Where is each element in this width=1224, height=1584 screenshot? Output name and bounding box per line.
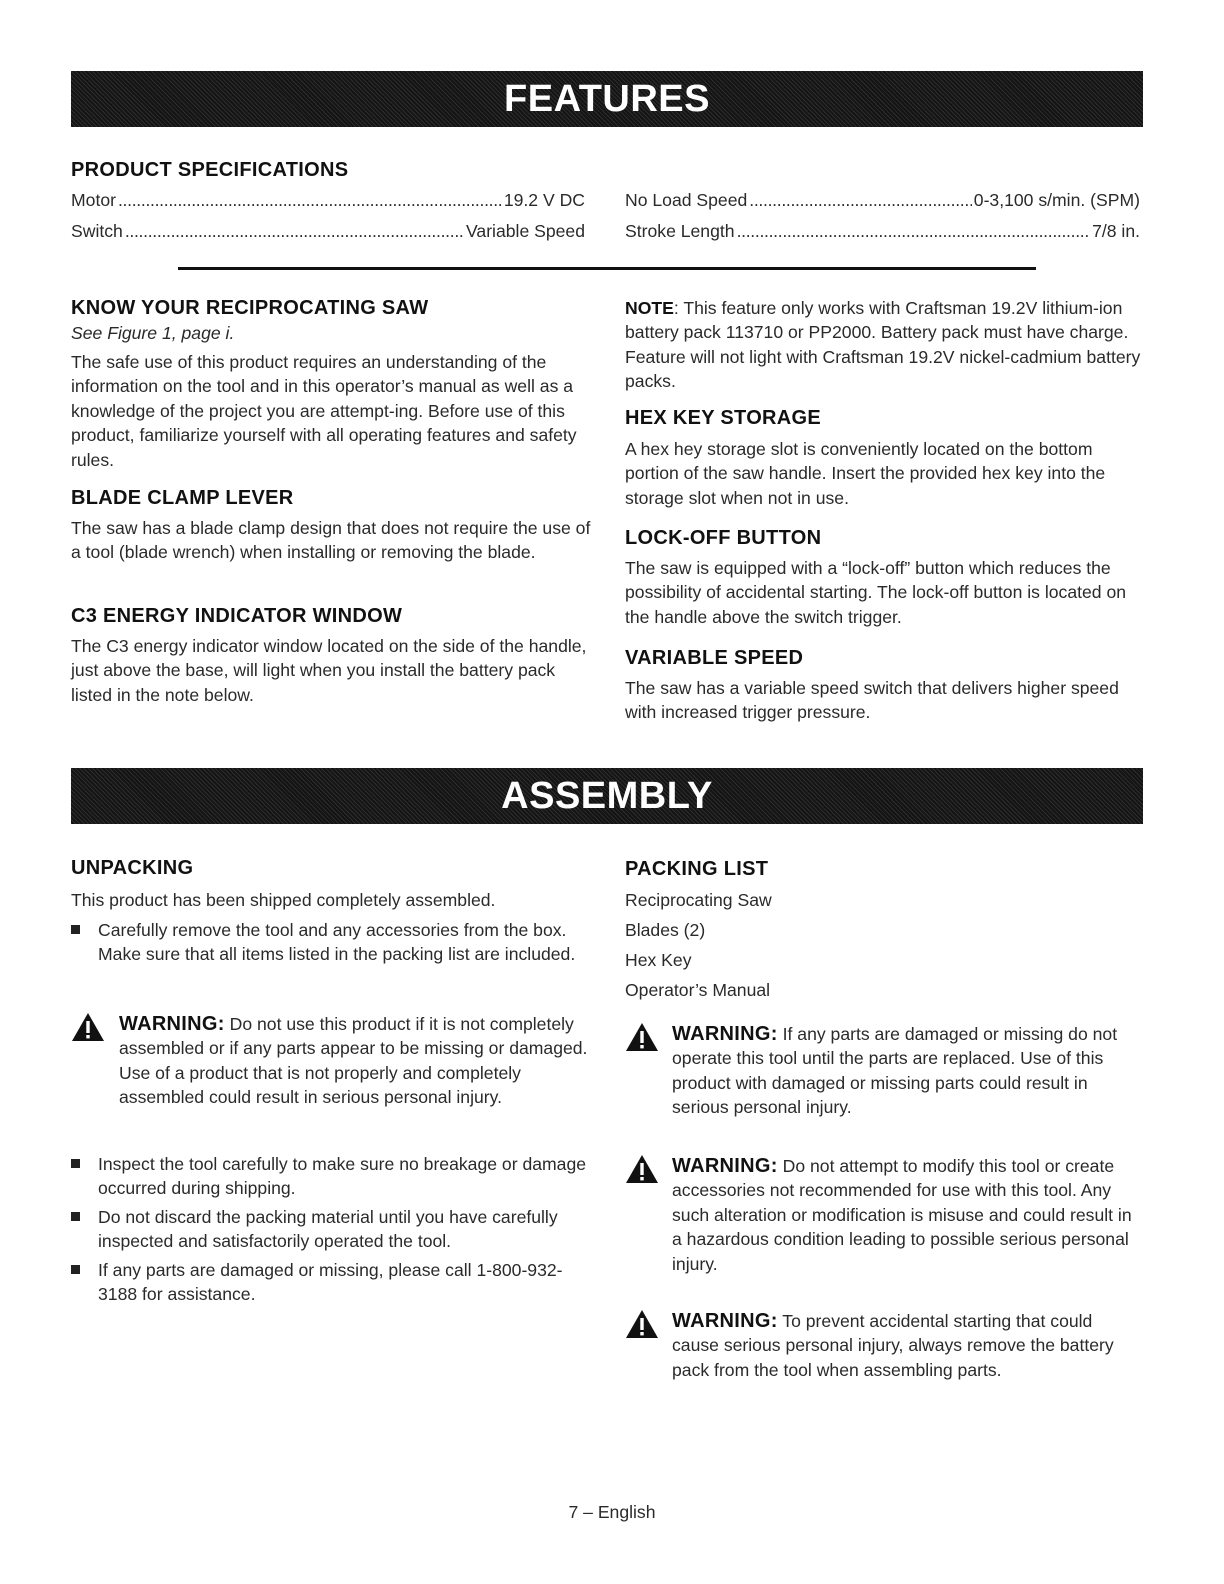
page-footer: 7 – English <box>568 1502 656 1522</box>
note-paragraph <box>625 296 1143 394</box>
packing-item: Blades (2) <box>625 920 706 940</box>
know-heading: KNOW YOUR RECIPROCATING SAW <box>71 297 429 319</box>
list-item <box>71 1152 591 1201</box>
bullet-square-icon <box>71 1159 80 1168</box>
warning-label: WARNING: <box>672 1023 778 1045</box>
bullet-text: Do not discard the packing material until you have carefully inspected and satisfactorily operated the tool. <box>98 1207 558 1252</box>
assembly-banner <box>71 768 1143 824</box>
bullet-text: Carefully remove the tool and any accessories from the box. Make sure that all items listed in the packing list are included. <box>98 920 576 965</box>
features-title: FEATURES <box>504 77 710 120</box>
warning-label: WARNING: <box>119 1013 225 1035</box>
bullet-text: If any parts are damaged or missing, please call 1-800-932-3188 for assistance. <box>98 1260 563 1305</box>
features-banner <box>71 71 1143 127</box>
warning-label: WARNING: <box>672 1155 778 1177</box>
blade-clamp-text: The saw has a blade clamp design that does not require the use of a tool (blade wrench) when installing or removing the blade. <box>71 518 591 563</box>
know-text: The safe use of this product requires an understanding of the information on the tool and in this operator’s manual as well as a knowledge of the project you are attempt-ing. Before use of this product, familiarize yourself with all operating features and safety rules. <box>71 352 577 470</box>
spec-value: 7/8 in. <box>1092 221 1140 241</box>
packing-item: Hex Key <box>625 950 692 970</box>
warning-triangle-icon <box>71 1012 105 1042</box>
warning-body: If any parts are damaged or missing do not operate this tool until the parts are replaced. Use of this product with damaged or missing parts could result in serious personal injury. <box>672 1024 1118 1118</box>
spec-row-no-load-speed <box>625 188 1140 212</box>
blade-clamp-heading: BLADE CLAMP LEVER <box>71 487 294 509</box>
warning-body: Do not use this product if it is not completely assembled or if any parts appear to be missing or damaged. Use of a product that is not properly and completely assembled could result in serious personal injury. <box>119 1014 588 1108</box>
warning-text <box>625 1154 1143 1276</box>
spec-label: Motor <box>71 190 116 210</box>
packing-item: Reciprocating Saw <box>625 890 772 910</box>
bullet-square-icon <box>71 1265 80 1274</box>
warning-body: To prevent accidental starting that could cause serious personal injury, always remove the battery pack from the tool when assembling parts. <box>672 1311 1114 1380</box>
spec-value: 19.2 V DC <box>503 190 585 210</box>
bullet-text: Inspect the tool carefully to make sure no breakage or damage occurred during shipping. <box>98 1154 587 1199</box>
specs-heading: PRODUCT SPECIFICATIONS <box>71 159 349 181</box>
bullet-square-icon <box>71 1212 80 1221</box>
spec-row-stroke-length <box>625 219 1140 243</box>
divider-rule <box>178 267 1036 270</box>
c3-heading: C3 ENERGY INDICATOR WINDOW <box>71 605 403 627</box>
note-label: NOTE <box>625 298 674 318</box>
unpacking-heading: UNPACKING <box>71 857 194 879</box>
warning-block <box>71 1012 591 1110</box>
warning-body: Do not attempt to modify this tool or create accessories not recommended for use with this tool. Any such alteration or modification is misuse and could result in a hazardous condition leading to possible serious personal injury. <box>672 1156 1132 1274</box>
warning-text <box>71 1012 591 1110</box>
know-figure-ref: See Figure 1, page i. <box>71 323 235 343</box>
list-item <box>71 918 591 967</box>
spec-row-motor <box>71 188 585 212</box>
list-item <box>71 1258 591 1307</box>
packing-heading: PACKING LIST <box>625 858 769 880</box>
warning-label: WARNING: <box>672 1310 778 1332</box>
lockoff-heading: LOCK-OFF BUTTON <box>625 527 822 549</box>
spec-value: 0-3,100 s/min. (SPM) <box>973 190 1140 210</box>
spec-label: No Load Speed <box>625 190 748 210</box>
warning-triangle-icon <box>625 1154 659 1184</box>
assembly-title: ASSEMBLY <box>501 774 713 817</box>
hex-heading: HEX KEY STORAGE <box>625 407 822 429</box>
hex-text: A hex hey storage slot is conveniently located on the bottom portion of the saw handle. Insert the provided hex key into the storage slot when not in use. <box>625 439 1106 508</box>
spec-row-switch <box>71 219 585 243</box>
spec-label: Stroke Length <box>625 221 735 241</box>
warning-block <box>625 1154 1143 1276</box>
packing-item: Operator’s Manual <box>625 980 771 1000</box>
spec-value: Variable Speed <box>465 221 585 241</box>
warning-triangle-icon <box>625 1022 659 1052</box>
warning-block <box>625 1022 1143 1120</box>
variable-heading: VARIABLE SPEED <box>625 647 804 669</box>
warning-text <box>625 1309 1143 1382</box>
warning-text <box>625 1022 1143 1120</box>
note-text: : This feature only works with Craftsman 19.2V lithium-ion battery pack 113710 or PP2000. Battery pack must have charge. Feature will not light with Craftsman 19.2V nickel-cadmium battery packs. <box>625 298 1141 392</box>
c3-text: The C3 energy indicator window located on the side of the handle, just above the base, will light when you install the battery pack listed in the note below. <box>71 636 587 705</box>
unpacking-intro: This product has been shipped completely assembled. <box>71 890 496 910</box>
lockoff-text: The saw is equipped with a “lock-off” button which reduces the possibility of accidental starting. The lock-off button is located on the handle above the switch trigger. <box>625 558 1127 627</box>
bullet-square-icon <box>71 925 80 934</box>
list-item <box>71 1205 591 1254</box>
variable-text: The saw has a variable speed switch that delivers higher speed with increased trigger pressure. <box>625 678 1119 723</box>
spec-label: Switch <box>71 221 123 241</box>
warning-block <box>625 1309 1143 1382</box>
warning-triangle-icon <box>625 1309 659 1339</box>
